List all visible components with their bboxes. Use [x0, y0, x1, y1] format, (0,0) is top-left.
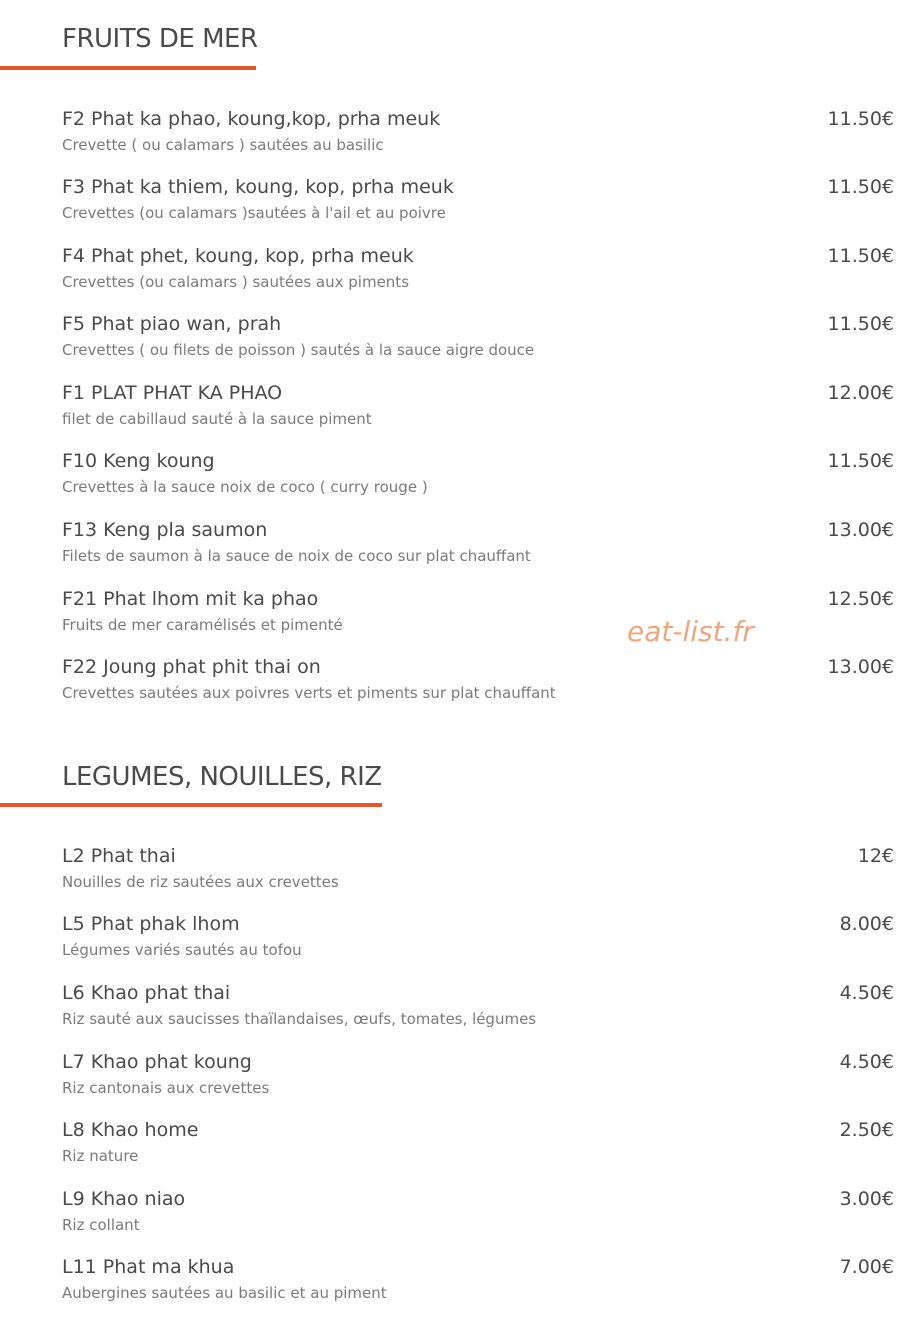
- item-price: 8.00€: [839, 913, 894, 935]
- item-description: Crevettes sautées aux poivres verts et piments sur plat chauffant: [62, 684, 556, 702]
- menu-item: [62, 1117, 894, 1169]
- item-description: Crevettes (ou calamars )sautées à l'ail et au poivre: [62, 204, 446, 222]
- item-description: filet de cabillaud sauté à la sauce piment: [62, 410, 372, 428]
- item-description: Fruits de mer caramélisés et pimenté: [62, 616, 343, 634]
- item-name: L6 Khao phat thai: [62, 982, 231, 1004]
- item-name: F10 Keng koung: [62, 450, 215, 472]
- item-description: Riz collant: [62, 1216, 140, 1234]
- item-price: 4.50€: [839, 982, 894, 1004]
- menu-item: [62, 1049, 894, 1101]
- menu-item: [62, 517, 894, 569]
- menu-item: [62, 243, 894, 295]
- item-price: 11.50€: [827, 450, 894, 472]
- watermark-text: eat-list.fr: [627, 615, 754, 648]
- item-description: Riz nature: [62, 1147, 139, 1165]
- item-name: F5 Phat piao wan, prah: [62, 313, 282, 335]
- menu-item: [62, 106, 894, 158]
- item-description: Aubergines sautées au basilic et au piment: [62, 1284, 387, 1302]
- menu-item: [62, 586, 894, 638]
- item-name: F21 Phat lhom mit ka phao: [62, 588, 319, 610]
- item-name: L11 Phat ma khua: [62, 1256, 235, 1278]
- item-description: Légumes variés sautés au tofou: [62, 941, 302, 959]
- menu-item: [62, 1254, 894, 1306]
- menu-item: [62, 174, 894, 226]
- item-name: F2 Phat ka phao, koung,kop, prha meuk: [62, 108, 441, 130]
- item-price: 4.50€: [839, 1051, 894, 1073]
- menu-item: [62, 654, 894, 706]
- item-price: 13.00€: [827, 519, 894, 541]
- item-name: F3 Phat ka thiem, koung, kop, prha meuk: [62, 176, 454, 198]
- item-price: 12.00€: [827, 382, 894, 404]
- item-price: 3.00€: [839, 1188, 894, 1210]
- item-name: F13 Keng pla saumon: [62, 519, 268, 541]
- item-name: F1 PLAT PHAT KA PHAO: [62, 382, 283, 404]
- menu-item: [62, 1186, 894, 1238]
- item-description: Filets de saumon à la sauce de noix de coco sur plat chauffant: [62, 547, 531, 565]
- item-name: L7 Khao phat koung: [62, 1051, 252, 1073]
- item-price: 13.00€: [827, 656, 894, 678]
- item-description: Riz cantonais aux crevettes: [62, 1079, 270, 1097]
- item-price: 12.50€: [827, 588, 894, 610]
- item-price: 7.00€: [839, 1256, 894, 1278]
- item-description: Riz sauté aux saucisses thaïlandaises, œufs, tomates, légumes: [62, 1010, 537, 1028]
- item-name: F22 Joung phat phit thai on: [62, 656, 321, 678]
- item-description: Nouilles de riz sautées aux crevettes: [62, 873, 339, 891]
- item-description: Crevettes à la sauce noix de coco ( curry rouge ): [62, 478, 428, 496]
- item-name: L2 Phat thai: [62, 845, 176, 867]
- menu-item: [62, 911, 894, 963]
- item-description: Crevette ( ou calamars ) sautées au basilic: [62, 136, 384, 154]
- menu-item: [62, 380, 894, 432]
- menu-item: [62, 980, 894, 1032]
- item-name: F4 Phat phet, koung, kop, prha meuk: [62, 245, 414, 267]
- section-title-fruits-de-mer: FRUITS DE MER: [62, 24, 258, 54]
- item-name: L5 Phat phak lhom: [62, 913, 240, 935]
- item-price: 11.50€: [827, 108, 894, 130]
- menu-item: [62, 448, 894, 500]
- item-description: Crevettes (ou calamars ) sautées aux piments: [62, 273, 410, 291]
- item-description: Crevettes ( ou filets de poisson ) sautés à la sauce aigre douce: [62, 341, 535, 359]
- section-title-legumes-nouilles-riz: LEGUMES, NOUILLES, RIZ: [62, 762, 382, 792]
- section-divider: [0, 66, 256, 70]
- item-price: 11.50€: [827, 245, 894, 267]
- item-price: 12€: [857, 845, 894, 867]
- item-name: L9 Khao niao: [62, 1188, 186, 1210]
- section-divider: [0, 803, 382, 807]
- menu-item: [62, 843, 894, 895]
- item-price: 11.50€: [827, 313, 894, 335]
- item-price: 11.50€: [827, 176, 894, 198]
- item-name: L8 Khao home: [62, 1119, 199, 1141]
- menu-item: [62, 311, 894, 363]
- item-price: 2.50€: [839, 1119, 894, 1141]
